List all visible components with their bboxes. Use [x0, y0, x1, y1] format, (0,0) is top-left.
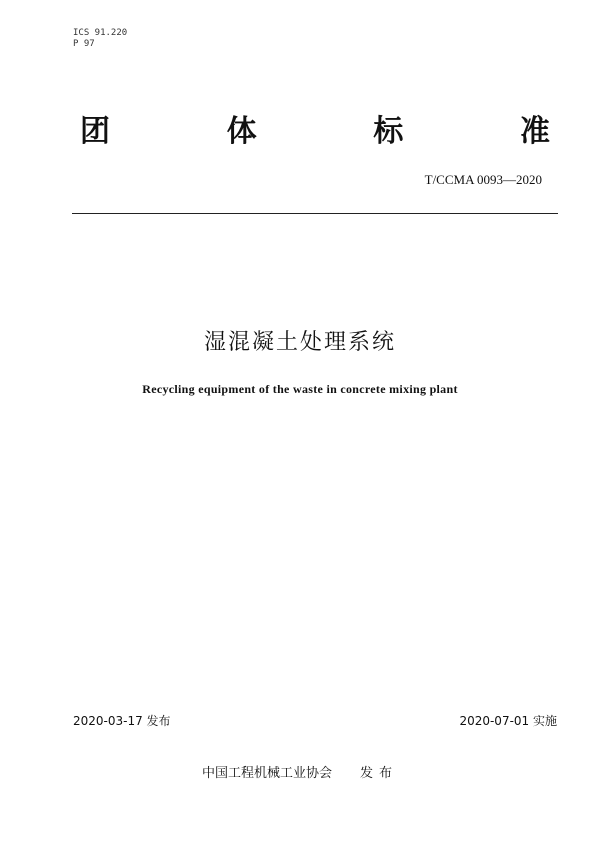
ccs-code: P 97: [73, 39, 95, 49]
standard-number: T/CCMA 0093—2020: [424, 172, 542, 187]
document-type-char: 准: [519, 114, 550, 149]
issuer-organization: 中国工程机械工业协会: [201, 766, 332, 781]
title-chinese: 湿混凝土处理系统: [203, 330, 396, 355]
classification-codes: [73, 28, 127, 50]
document-type-heading: [80, 112, 550, 152]
issuer-action: 发布: [360, 766, 399, 781]
title-english: Recycling equipment of the waste in concrete mixing plant: [142, 382, 458, 396]
document-type-char: 体: [226, 114, 257, 149]
ics-code: ICS 91.220: [73, 28, 128, 38]
release-date: 2020-03-17 发布: [73, 714, 171, 728]
header-divider: [72, 213, 558, 214]
issuer-line: [0, 765, 600, 783]
effective-date: 2020-07-01 实施: [459, 714, 557, 728]
document-type-char: 标: [373, 114, 404, 149]
document-type-char: 团: [80, 114, 110, 149]
